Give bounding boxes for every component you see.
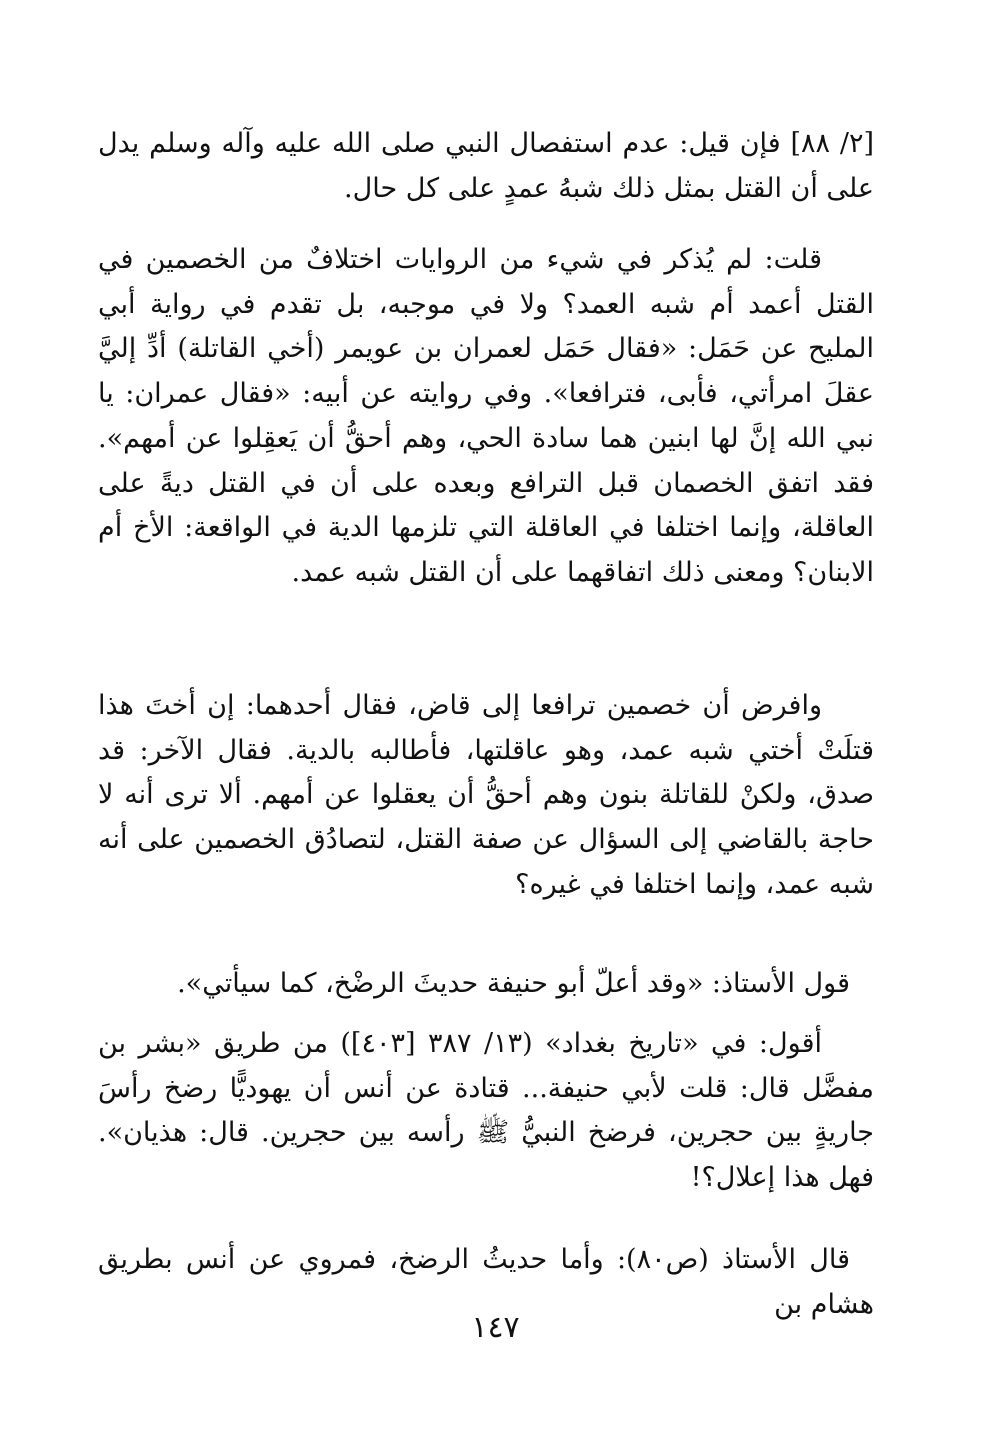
- paragraph-reply: قلت: لم يُذكر في شيء من الروايات اختلافٌ من الخصمين في القتل أعمد أم شبه العمد؟ ولا في موجبه، بل تقدم في رواية أبي المليح عن حَمَل: «فقال حَمَل لعمران بن عويمر (أخي القاتلة) أدِّ إليَّ عقلَ امرأتي، فأبى، فترافعا». وفي روايته عن أبيه: «فقال عمران: يا نبي الله إنَّ لها ابنين هما سادة الحي، وهم أحقُّ أن يَعقِلوا عن أمهم». فقد اتفق الخصمان قبل الترافع وبعده على أن في القتل ديةً على العاقلة، وإنما اختلفا في العاقلة التي تلزمها الدية في الواقعة: الأخ أم الابنان؟ ومعنى ذلك اتفاقهما على أن القتل شبه عمد.: [98, 244, 874, 588]
- paragraph-continuation: قال الأستاذ (ص٨٠): وأما حديثُ الرضخ، فمروي عن أنس بطريق هشام بن: [98, 1244, 874, 1320]
- paragraph-objection: [٢/ ٨٨] فإن قيل: عدم استفصال النبي صلى الله عليه وآله وسلم يدل على أن القتل بمثل ذلك شبهُ عمدٍ على كل حال.: [98, 128, 874, 204]
- page-number: ١٤٧: [471, 1310, 520, 1345]
- paragraph-response: أقول: في «تاريخ بغداد» (١٣/ ٣٨٧ [٤٠٣]) من طريق «بشر بن مفضَّل قال: قلت لأبي حنيفة... قتادة عن أنس أن يهوديًّا رضخ رأسَ جاريةٍ بين حجرين، فرضخ النبيُّ ﷺ رأسه بين حجرين. قال: هذيان». فهل هذا إعلال؟!: [98, 1028, 874, 1194]
- paragraph-ustadh-quote: قول الأستاذ: «وقد أعلّ أبو حنيفة حديثَ الرضْخ، كما سيأتي».: [177, 968, 850, 999]
- paragraph-hypothetical: وافرض أن خصمين ترافعا إلى قاض، فقال أحدهما: إن أختَ هذا قتلَتْ أختي شبه عمد، وهو عاقلتها، فأطالبه بالدية. فقال الآخر: قد صدق، ولكنْ للقاتلة بنون وهم أحقُّ أن يعقلوا عن أمهم. ألا ترى أنه لا حاجة بالقاضي إلى السؤال عن صفة القتل، لتصادُق الخصمين على أنه شبه عمد، وإنما اختلفا في غيره؟: [98, 690, 874, 900]
